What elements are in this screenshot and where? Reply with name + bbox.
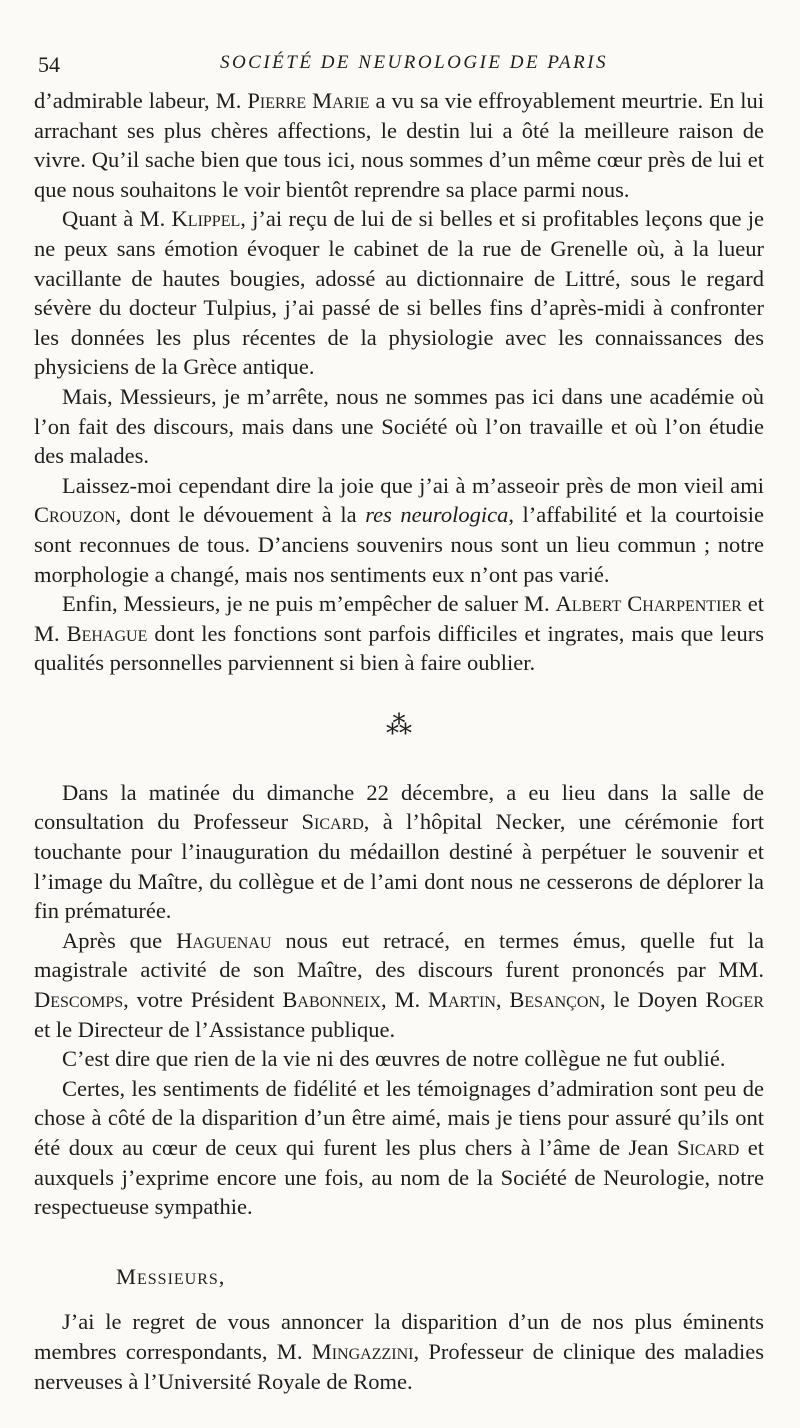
person-name: Martin [427, 987, 496, 1013]
person-name: Mingazzini [311, 1338, 414, 1364]
paragraph: Enfin, Messieurs, je ne puis m’empêcher de saluer M. Albert Charpentier et M. Behague dont les fonctions sont parfois difficiles et ingrates, mais que leurs qualités personnelles parviennent si bien à faire oublier. [34, 591, 764, 676]
body-text [34, 86, 764, 1396]
paragraph: Quant à M. Klippel, j’ai reçu de lui de si belles et si profitables leçons que je ne peux sans émotion évoquer le cabinet de la rue de Grenelle où, à la lueur vacillante de hautes bougies, adossé au dictionnaire de Littré, sous le regard sévère du docteur Tulpius, j’ai passé de si belles fins d’après-midi à confronter les données les plus récentes de la physiologie avec les connaissances des physiciens de la Grèce antique. [34, 206, 764, 380]
person-name: Klippel [171, 206, 241, 232]
person-name: Roger [705, 987, 764, 1013]
paragraph: Mais, Messieurs, je m’arrête, nous ne sommes pas ici dans une académie où l’on fait des discours, mais dans une Société où l’on travaille et où l’on étudie des malades. [34, 383, 764, 469]
person-name: Crouzon [34, 502, 116, 528]
asterism-glyph: ⁂ [386, 710, 412, 740]
person-name: Descomps [34, 987, 124, 1013]
paragraph: d’admirable labeur, M. Pierre Marie a vu sa vie effroyablement meurtrie. En lui arrachant ses plus chères affections, le destin lui a ôté la meilleure raison de vivre. Qu’il sache bien que tous ici, nous sommes d’un même cœur près de lui et que nous souhaitons le voir bientôt reprendre sa place parmi nous. [34, 88, 764, 202]
running-head: SOCIÉTÉ DE NEUROLOGIE DE PARIS [219, 52, 609, 73]
person-name: Sicard [676, 1135, 740, 1160]
paragraph: C’est dire que rien de la vie ni des œuvres de notre collègue ne fut oublié. [62, 1046, 726, 1072]
asterism-divider [34, 696, 764, 756]
person-name: Sicard [301, 809, 364, 835]
page-number: 54 [38, 52, 60, 77]
paragraph: Certes, les sentiments de fidélité et les témoignages d’admiration sont peu de chose à côté de la disparition d’un être aimé, mais je tiens pour assuré qu’ils ont été doux au cœur de ceux qui furent les plus chers à l’âme de Jean Sicard et auxquels j’exprime encore une fois, au nom de la Société de Neurologie, notre respectueuse sympathie. [34, 1075, 764, 1220]
person-name: Behague [66, 620, 148, 646]
paragraph: Après que Haguenau nous eut retracé, en termes émus, quelle fut la magistrale activité de son Maître, des discours furent prononcés par MM. Descomps, votre Président Babonneix, M. Martin, Besançon, le Doyen Roger et le Directeur de l’Assistance publique. [34, 927, 764, 1042]
latin-phrase: res neurologica [365, 502, 509, 528]
paragraph: Dans la matinée du dimanche 22 décembre, a eu lieu dans la salle de consultation du Professeur Sicard, à l’hôpital Necker, une cérémonie fort touchante pour l’inauguration du médaillon destiné à perpétuer le souvenir et l’image du Maître, du collègue et de l’ami dont nous ne cesserons de déplorer la fin prématurée. [34, 779, 764, 924]
person-name: Pierre Marie [247, 88, 370, 113]
person-name: Babonneix [282, 987, 381, 1013]
salutation: Messieurs, [116, 1263, 226, 1289]
paragraph: Laissez-moi cependant dire la joie que j’ai à m’asseoir près de mon vieil ami Crouzon, dont le dévouement à la res neurologica, l’affabilité et la courtoisie sont reconnues de tous. D’anciens souvenirs nous sont un lieu commun ; notre morphologie a changé, mais nos sentiments eux n’ont pas varié. [34, 472, 764, 587]
page-header [34, 52, 764, 86]
paragraph: J’ai le regret de vous annoncer la disparition d’un de nos plus éminents membres correspondants, M. Mingazzini, Professeur de clinique des maladies nerveuses à l’Université Royale de Rome. [34, 1309, 764, 1394]
person-name: Besançon [509, 987, 600, 1013]
person-name: Albert Charpentier [555, 591, 742, 617]
person-name: Haguenau [176, 927, 272, 953]
